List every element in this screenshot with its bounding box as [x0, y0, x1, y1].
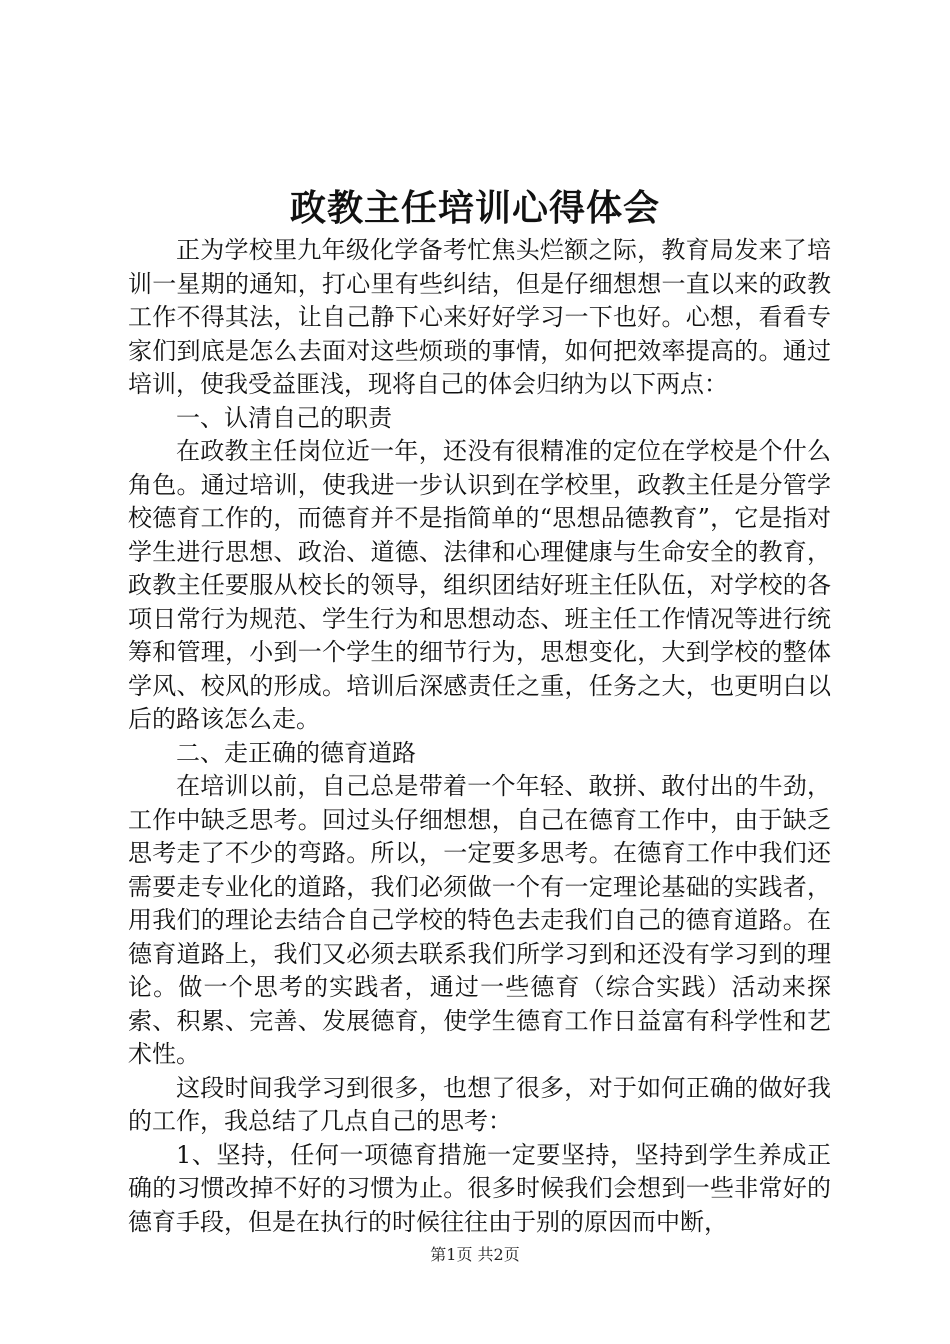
- paragraph-intro: 正为学校里九年级化学备考忙焦头烂额之际，教育局发来了培训一星期的通知，打心里有些纠结，但是仔细想想一直以来的政教工作不得其法，让自己静下心来好好学习一下也好。心想，看看专家们到底是怎么去面对这些烦琐的事情，如何把效率提高的。通过培训，使我受益匪浅，现将自己的体会归纳为以下两点：: [128, 236, 831, 398]
- page-footer: 第1页 共2页: [430, 1245, 520, 1264]
- section-heading-2: 二、走正确的德育道路: [176, 738, 416, 767]
- numbered-item-1: 1、坚持，任何一项德育措施一定要坚持，坚持到学生养成正确的习惯改掉不好的习惯为止。很多时候我们会想到一些非常好的德育手段，但是在执行的时候往往由于别的原因而中断，: [128, 1140, 831, 1236]
- document-title: 政教主任培训心得体会: [289, 187, 660, 229]
- paragraph-section-2: 在培训以前，自己总是带着一个年轻、敢拼、敢付出的牛劲，工作中缺乏思考。回过头仔细想想，自己在德育工作中，由于缺乏思考走了不少的弯路。所以，一定要多思考。在德育工作中我们还需要走专业化的道路，我们必须做一个有一定理论基础的实践者，用我们的理论去结合自己学校的特色去走我们自己的德育道路。在德育道路上，我们又必须去联系我们所学习到和还没有学习到的理论。做一个思考的实践者，通过一些德育（综合实践）活动来探索、积累、完善、发展德育，使学生德育工作日益富有科学性和艺术性。: [128, 772, 831, 1068]
- paragraph-section-1: 在政教主任岗位近一年，还没有很精准的定位在学校是个什么角色。通过培训，使我进一步认识到在学校里，政教主任是分管学校德育工作的，而德育并不是指简单的“思想品德教育”，它是指对学生进行思想、政治、道德、法律和心理健康与生命安全的教育，政教主任要服从校长的领导，组织团结好班主任队伍，对学校的各项日常行为规范、学生行为和思想动态、班主任工作情况等进行统筹和管理，小到一个学生的细节行为，思想变化，大到学校的整体学风、校风的形成。培训后深感责任之重，任务之大，也更明白以后的路该怎么走。: [128, 437, 831, 733]
- paragraph-summary: 这段时间我学习到很多，也想了很多，对于如何正确的做好我的工作，我总结了几点自己的思考：: [128, 1073, 831, 1135]
- document-body: [128, 234, 831, 1239]
- section-heading-1: 一、认清自己的职责: [176, 403, 392, 432]
